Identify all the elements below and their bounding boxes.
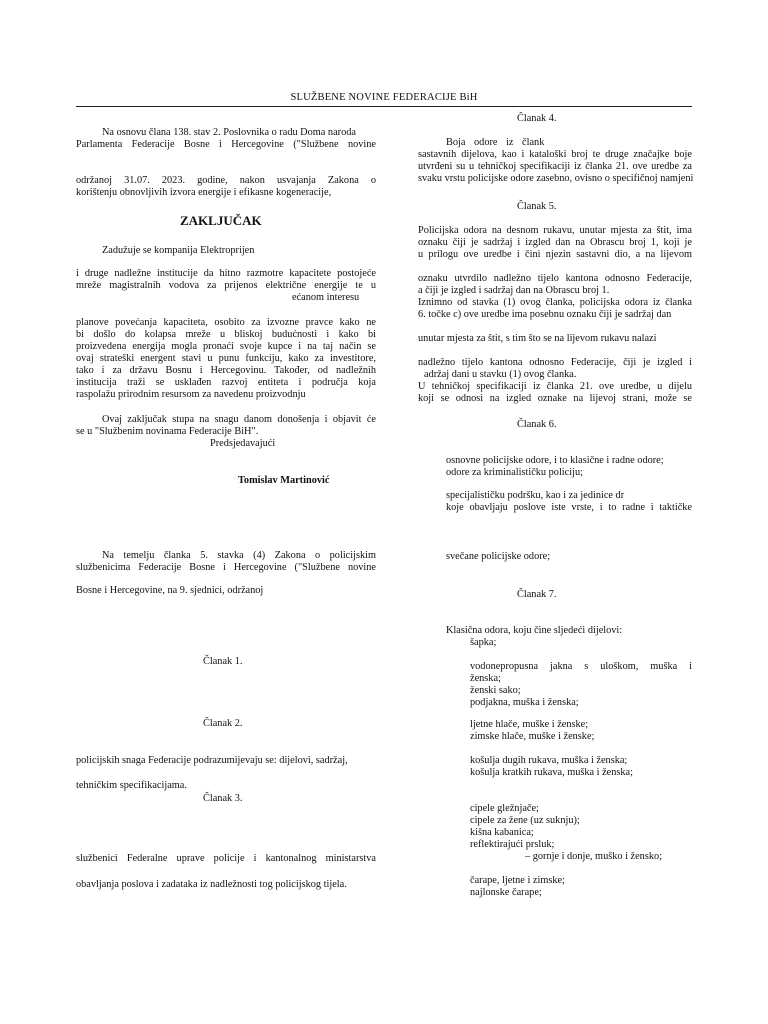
signer-name: Tomislav Martinović xyxy=(238,475,330,486)
article-6-a-line-1: osnovne policijske odore, i to klasične i radne odore; xyxy=(446,455,664,466)
article-4-line-1: sastavnih dijelova, kao i kataloški broj te druge značajke boje xyxy=(418,149,692,160)
article-5-a-line-1: Policijska odora na desnom rukavu, unutar mjesta za štit, ima xyxy=(418,225,692,236)
list-item: cipele gležnjače; xyxy=(470,803,539,814)
list-item: čarape, ljetne i zimske; xyxy=(470,875,565,886)
intro-1-line-1: Na osnovu člana 138. stav 2. Poslovnika o radu Doma naroda xyxy=(102,127,356,138)
article-1-heading: Članak 1. xyxy=(203,656,243,667)
article-4-line-2: utvrđeni su u tehničkoj specifikaciji iz članka 21. ove uredbe za xyxy=(418,161,692,172)
intro-4: Bosne i Hercegovine, na 9. sjednici, održanoj xyxy=(76,585,264,596)
paragraph-3-line-3: proizvedena energija mogla pronaći svoje kupce i na taj način se xyxy=(76,341,376,352)
article-6-c: svečane policijske odore; xyxy=(446,551,551,562)
list-item: reflektirajući prsluk; xyxy=(470,839,555,850)
list-item: košulja kratkih rukava, muška i ženska; xyxy=(470,767,633,778)
article-4-line-3: svaku vrstu policijske odore zasebno, ovisno o specifičnoj namjeni xyxy=(418,173,694,184)
paragraph-3-line-5: tako i za državu Bosnu i Hercegovinu. Također, od nadležnih xyxy=(76,365,376,376)
paragraph-3-line-2: bi došlo do kolapsa mreže u bliskoj budućnosti i kako bi xyxy=(76,329,376,340)
list-item: najlonske čarape; xyxy=(470,887,542,898)
list-item: podjakna, muška i ženska; xyxy=(470,697,579,708)
article-2-line-1: policijskih snaga Federacije podrazumijevaju se: dijelovi, sadržaj, xyxy=(76,755,348,766)
list-item: kišna kabanica; xyxy=(470,827,534,838)
article-2-heading: Članak 2. xyxy=(203,718,243,729)
article-5-b-line-1: oznaku utvrdilo nadležno tijelo kantona odnosno Federacije, xyxy=(418,273,692,284)
list-item: vodonepropusna jakna s uloškom, muška i xyxy=(470,661,692,672)
article-5-heading: Članak 5. xyxy=(517,201,557,212)
paragraph-3-line-4: ovaj strateški energent stavi u punu funkciju, kako za investitore, xyxy=(76,353,376,364)
article-3-heading: Članak 3. xyxy=(203,793,243,804)
header-rule xyxy=(76,106,692,107)
list-item: ljetne hlače, muške i ženske; xyxy=(470,719,589,730)
presiding-label: Predsjedavajući xyxy=(210,438,276,449)
article-6-b-line-1: specijalističku podršku, kao i za jedinice dr xyxy=(446,490,625,501)
article-4-start: Boja odore iz člank xyxy=(446,137,545,148)
list-item: ženska; xyxy=(470,673,501,684)
article-5-b-line-2: a čiji je izgled i sadržaj dan na Obrascu broj 1. xyxy=(418,285,610,296)
intro-2-line-2: korištenju obnovljivih izvora energije i efikasne kogeneracije, xyxy=(76,187,332,198)
list-item: zimske hlače, muške i ženske; xyxy=(470,731,595,742)
paragraph-3-line-7: raspolažu prirodnim resursom za navedenu proizvodnju xyxy=(76,389,306,400)
paragraph-2-line-3: ećanom interesu xyxy=(292,292,360,303)
paragraph-4-line-2: se u "Službenim novinama Federacije BiH". xyxy=(76,426,259,437)
list-item: cipele za žene (uz suknju); xyxy=(470,815,580,826)
article-5-d-line-2: adržaj dani u stavku (1) ovog članka. xyxy=(424,369,577,380)
list-item: šapka; xyxy=(470,637,497,648)
intro-1-line-2: Parlamenta Federacije Bosne i Hercegovine ("Službene novine xyxy=(76,139,376,150)
article-5-a-line-3: u prilogu ove uredbe i čini njezin sastavni dio, a na lijevom xyxy=(418,249,692,260)
list-item: košulja dugih rukava, muška i ženska; xyxy=(470,755,628,766)
paragraph-3-line-6: institucija traži se usklađen razvoj entiteta i područja koja xyxy=(76,377,376,388)
document-title: ZAKLJUČAK xyxy=(180,213,262,228)
article-5-c: unutar mjesta za štit, s tim što se na lijevom rukavu nalazi xyxy=(418,333,657,344)
paragraph-4-line-1: Ovaj zaključak stupa na snagu danom donošenja i objavit će xyxy=(102,414,376,425)
article-7-intro: Klasična odora, koju čine sljedeći dijelovi: xyxy=(446,625,623,636)
article-6-b-line-2: koje obavljaju poslove iste vrste, i to radne i taktičke xyxy=(446,502,692,513)
paragraph-2-line-2: mreže magistralnih vodova za prijenos električne energije te u xyxy=(76,280,376,291)
article-5-a-line-2: oznaku čiji je sadržaj i izgled dan na Obrascu broj 1, koji je xyxy=(418,237,692,248)
page-header: SLUŽBENE NOVINE FEDERACIJE BiH xyxy=(290,92,478,103)
article-5-b-line-4: 6. točke c) ove uredbe ima posebnu oznaku čiji je sadržaj dan xyxy=(418,309,672,320)
article-2-line-2: tehničkim specifikacijama. xyxy=(76,780,187,791)
article-5-d-line-3: U tehničkoj specifikaciji iz članka 21. ove uredbe, u dijelu xyxy=(418,381,692,392)
article-5-d-line-1: nadležno tijelo kantona odnosno Federacije, čiji je izgled i xyxy=(418,357,692,368)
article-6-heading: Članak 6. xyxy=(517,419,557,430)
intro-2-line-1: održanoj 31.07. 2023. godine, nakon usvajanja Zakona o xyxy=(76,175,376,186)
list-item: – gornje i donje, muško i žensko; xyxy=(525,851,662,862)
article-6-a-line-2: odore za kriminalističku policiju; xyxy=(446,467,583,478)
article-4-heading: Članak 4. xyxy=(517,113,557,124)
article-7-heading: Članak 7. xyxy=(517,589,557,600)
list-item: ženski sako; xyxy=(470,685,521,696)
paragraph-3-line-1: planove povećanja kapaciteta, osobito za izvozne pravce kako ne xyxy=(76,317,376,328)
paragraph-2-line-1: i druge nadležne institucije da hitno razmotre kapacitete postojeće xyxy=(76,268,376,279)
article-5-d-line-4: koji se odnosi na izgled oznake na lijevoj strani, može se xyxy=(418,393,692,404)
paragraph-1: Zadužuje se kompanija Elektroprijen xyxy=(102,245,255,256)
article-5-b-line-3: Iznimno od stavka (1) ovog članka, policijska odora iz članka xyxy=(418,297,692,308)
intro-3-line-2: službenicima Federacije Bosne i Hercegovine ("Službene novine xyxy=(76,562,376,573)
article-3-line-1: službenici Federalne uprave policije i kantonalnog ministarstva xyxy=(76,853,376,864)
article-3-line-2: obavljanja poslova i zadataka iz nadležnosti tog policijskog tijela. xyxy=(76,879,347,890)
intro-3-line-1: Na temelju članka 5. stavka (4) Zakona o policijskim xyxy=(102,550,376,561)
